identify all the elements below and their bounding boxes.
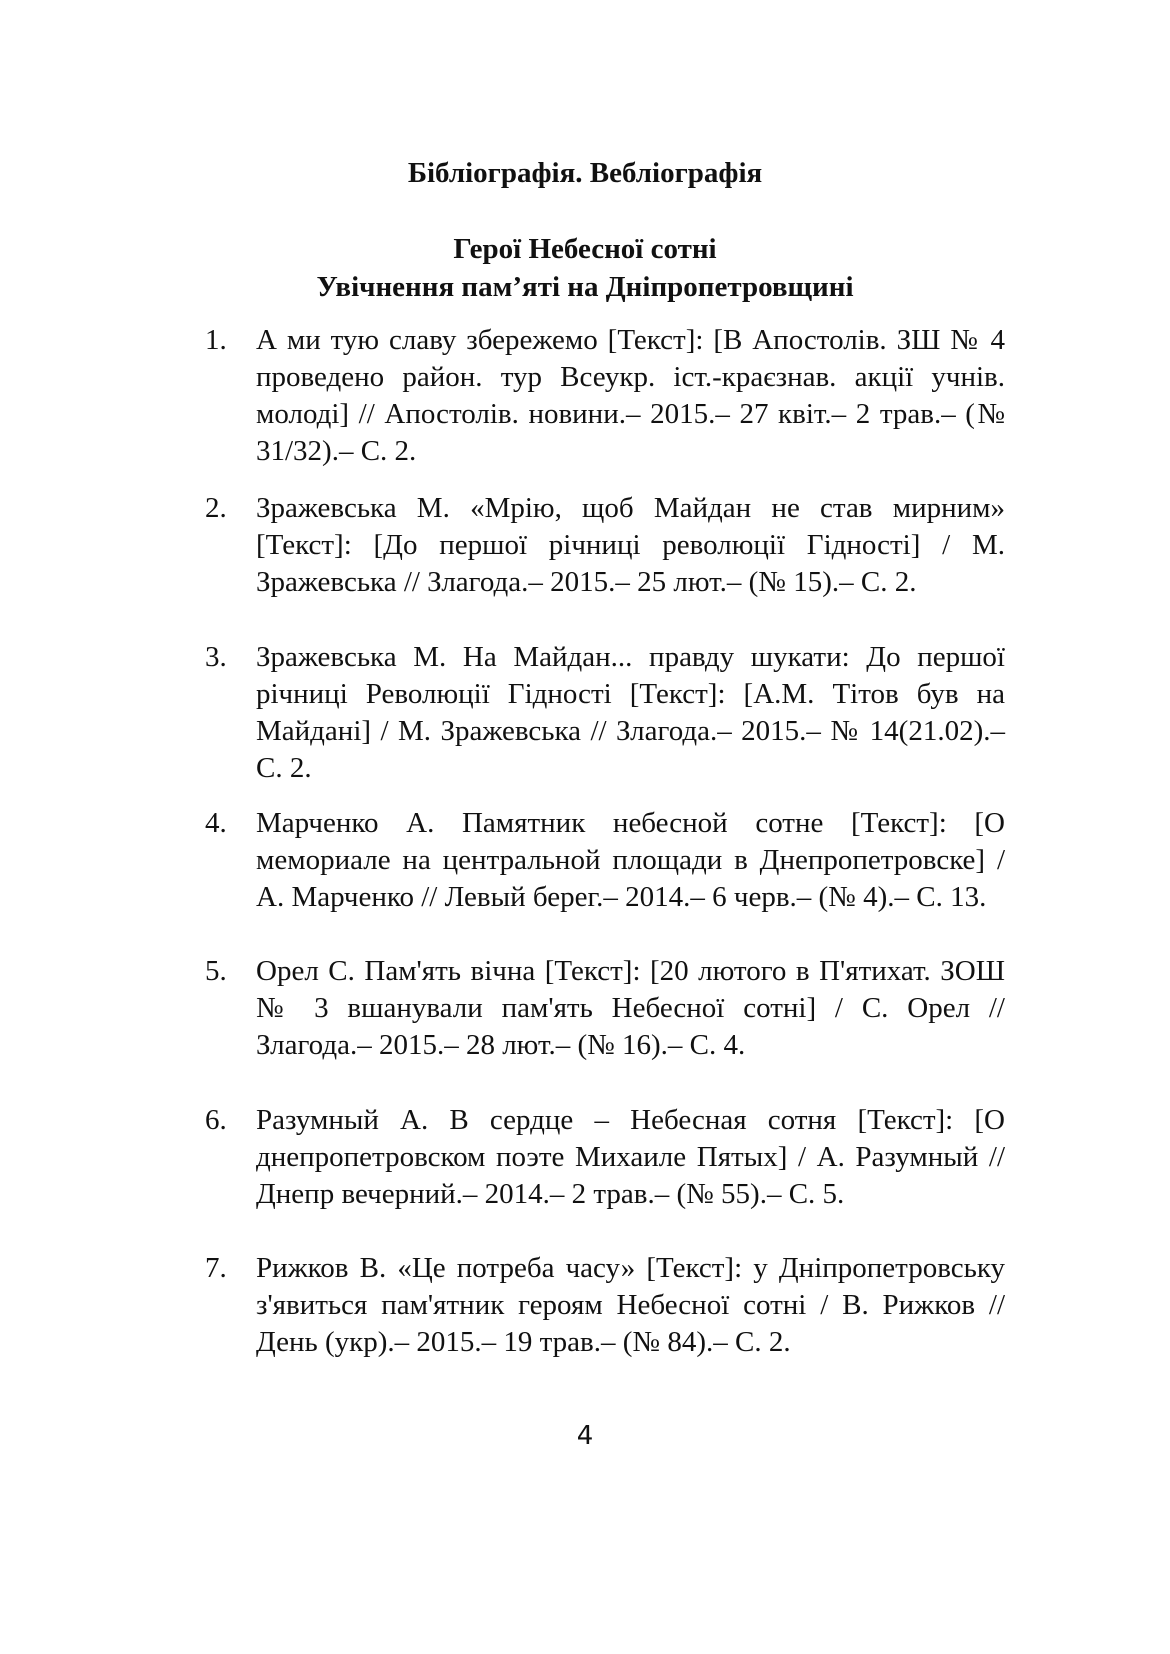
- entry-number: 6.: [205, 1104, 227, 1136]
- entry-text: Орел С. Пам'ять вічна [Текст]: [20 лютого в П'ятихат. ЗОШ № 3 вшанували пам'ять Небесної сотні] / С. Орел // Злагода.– 2015.– 28 лют.– (№ 16).– С. 4.: [256, 955, 1005, 1061]
- entry-text: Марченко А. Памятник небесной сотне [Текст]: [О мемориале на центральной площади в Днепропетровске] / А. Марченко // Левый берег.– 2014.– 6 черв.– (№ 4).– С. 13.: [256, 807, 1005, 913]
- page-subtitle: [0, 230, 1170, 306]
- entry-number: 5.: [205, 955, 227, 987]
- entry-number: 2.: [205, 492, 227, 524]
- entry-text: Зражевська М. На Майдан... правду шукати: До першої річниці Революції Гідності [Текст]: [А.М. Тітов був на Майдані] / М. Зражевська // Злагода.– 2015.– № 14(21.02).– С. 2.: [256, 641, 1005, 784]
- subtitle-line-1: Герої Небесної сотні: [453, 233, 717, 265]
- entry-number: 3.: [205, 641, 227, 673]
- entry-number: 1.: [205, 324, 227, 356]
- entry-number: 4.: [205, 807, 227, 839]
- entry-text: Зражевська М. «Мрію, щоб Майдан не став мирним» [Текст]: [До першої річниці революції Гідності] / М. Зражевська // Злагода.– 2015.– 25 лют.– (№ 15).– С. 2.: [256, 492, 1005, 598]
- subtitle-line-2: Увічнення пам’яті на Дніпропетровщині: [316, 271, 854, 303]
- page-number: 4: [576, 1421, 594, 1451]
- page-title: Бібліографія. Вебліографія: [407, 157, 763, 189]
- entry-text: Разумный А. В сердце – Небесная сотня [Текст]: [О днепропетровском поэте Михаиле Пятых] / А. Разумный // Днепр вечерний.– 2014.– 2 трав.– (№ 55).– С. 5.: [256, 1104, 1005, 1210]
- entry-text: А ми тую славу збережемо [Текст]: [В Апостолів. ЗШ № 4 проведено район. тур Всеукр. іст.-краєзнав. акції учнів. молоді] // Апостолів. новини.– 2015.– 27 квіт.– 2 трав.– (№ 31/32).– С. 2.: [256, 324, 1005, 467]
- entry-text: Рижков В. «Це потреба часу» [Текст]: у Дніпропетровську з'явиться пам'ятник героям Небесної сотні / В. Рижков // День (укр).– 2015.– 19 трав.– (№ 84).– С. 2.: [256, 1252, 1005, 1358]
- entry-number: 7.: [205, 1252, 227, 1284]
